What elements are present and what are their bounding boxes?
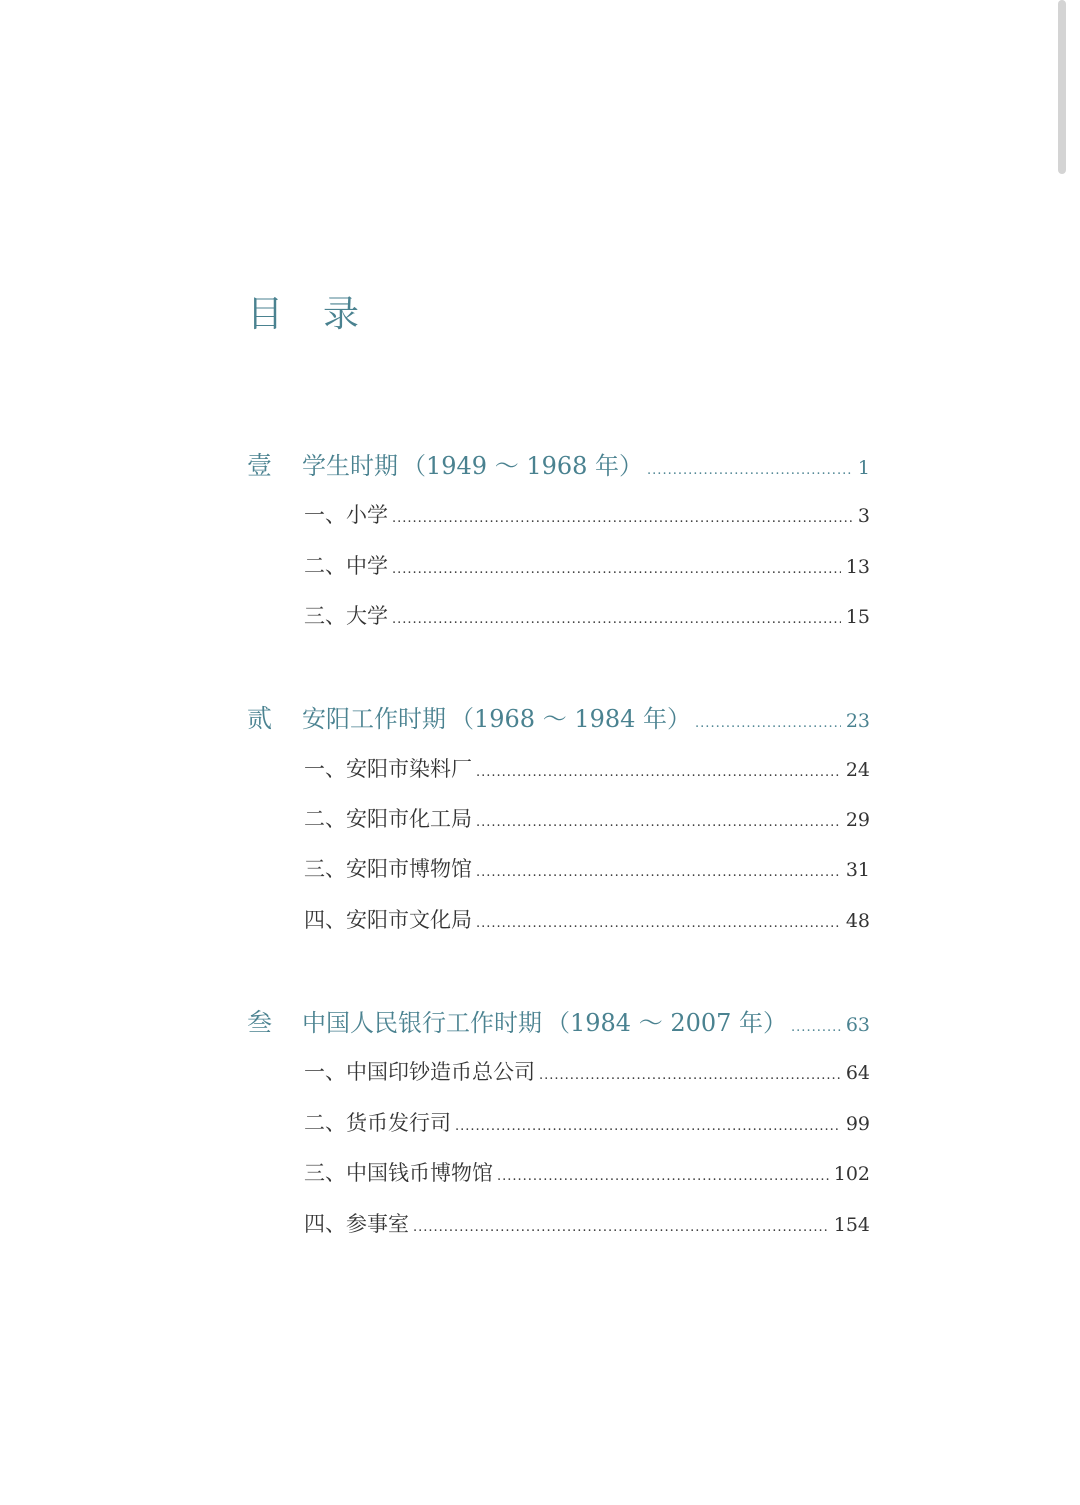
dot-leader <box>476 907 841 941</box>
toc-item[interactable] <box>0 1156 1080 1190</box>
dot-leader <box>392 502 853 536</box>
dot-leader <box>497 1160 829 1194</box>
item-label: 二、安阳市化工局 <box>304 807 472 831</box>
page-number: 1 <box>857 457 870 479</box>
section-years: （1949 ～ 1968 年） <box>402 452 644 480</box>
dot-leader <box>791 1011 841 1045</box>
dot-leader <box>695 707 841 741</box>
item-label: 三、安阳市博物馆 <box>304 857 472 881</box>
item-label: 一、小学 <box>304 503 388 527</box>
toc-item[interactable] <box>0 549 1080 583</box>
section-title: 安阳工作时期 <box>302 705 446 733</box>
dot-leader <box>392 603 841 637</box>
toc-item[interactable] <box>0 1055 1080 1089</box>
scrollbar[interactable] <box>1058 0 1066 174</box>
section-years: （1968 ～ 1984 年） <box>450 705 692 733</box>
item-label: 二、货币发行司 <box>304 1111 451 1135</box>
section-number: 壹 <box>247 451 273 480</box>
page-number: 3 <box>857 505 870 527</box>
page-number: 64 <box>845 1062 870 1084</box>
page-number: 13 <box>845 556 870 578</box>
page-number: 15 <box>845 606 870 628</box>
section-years: （1984 ～ 2007 年） <box>546 1009 788 1037</box>
dot-leader <box>647 454 853 488</box>
page-title <box>247 286 359 337</box>
section-title: 学生时期 <box>302 452 398 480</box>
page-number: 48 <box>845 910 870 932</box>
toc-section-2[interactable] <box>0 702 1080 736</box>
dot-leader <box>455 1110 841 1144</box>
dot-leader <box>392 553 841 587</box>
item-label: 一、安阳市染料厂 <box>304 757 472 781</box>
dot-leader <box>476 856 841 890</box>
title-char-2: 录 <box>323 294 360 335</box>
toc-item[interactable] <box>0 599 1080 633</box>
page-number: 31 <box>845 859 870 881</box>
page-number: 99 <box>845 1113 870 1135</box>
section-number: 叁 <box>247 1008 273 1037</box>
page-number: 23 <box>845 710 870 732</box>
toc-item[interactable] <box>0 802 1080 836</box>
section-number: 贰 <box>247 704 273 733</box>
dot-leader <box>413 1211 829 1245</box>
toc-item[interactable] <box>0 903 1080 937</box>
page-number: 154 <box>833 1214 870 1236</box>
item-label: 三、大学 <box>304 604 388 628</box>
page-number: 102 <box>833 1163 870 1185</box>
page-number: 24 <box>845 759 870 781</box>
item-label: 二、中学 <box>304 554 388 578</box>
toc-item[interactable] <box>0 498 1080 532</box>
dot-leader <box>476 756 841 790</box>
toc-item[interactable] <box>0 1106 1080 1140</box>
toc-item[interactable] <box>0 852 1080 886</box>
item-label: 三、中国钱币博物馆 <box>304 1161 493 1185</box>
toc-item[interactable] <box>0 752 1080 786</box>
item-label: 一、中国印钞造币总公司 <box>304 1060 535 1084</box>
dot-leader <box>476 806 841 840</box>
item-label: 四、安阳市文化局 <box>304 908 472 932</box>
dot-leader <box>539 1059 841 1093</box>
toc-section-1[interactable] <box>0 449 1080 483</box>
toc-item[interactable] <box>0 1207 1080 1241</box>
section-title: 中国人民银行工作时期 <box>302 1009 542 1037</box>
page-number: 29 <box>845 809 870 831</box>
page-number: 63 <box>845 1014 870 1036</box>
toc-section-3[interactable] <box>0 1006 1080 1040</box>
item-label: 四、参事室 <box>304 1212 409 1236</box>
title-char-1: 目 <box>247 294 284 335</box>
